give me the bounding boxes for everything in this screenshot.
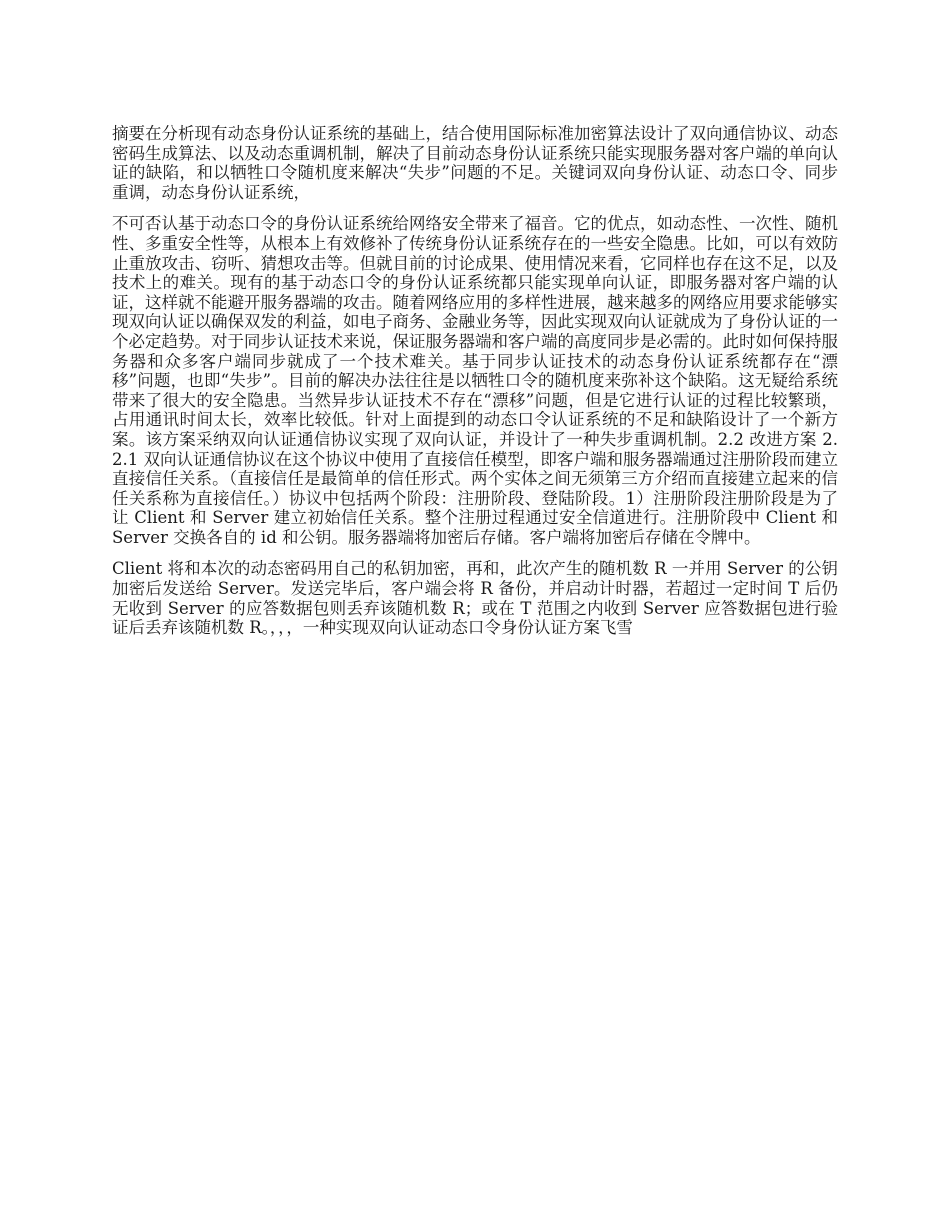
body-paragraph: 不可否认基于动态口令的身份认证系统给网络安全带来了福音。它的优点，如动态性、一次性、随机性、多重安全性等，从根本上有效修补了传统身份认证系统存在的一些安全隐患。比如，可以有效防止重放攻击、窃听、猜想攻击等。但就目前的讨论成果、使用情况来看，它同样也存在这不足，以及技术上的难关。现有的基于动态口令的身份认证系统都只能实现单向认证，即服务器对客户端的认证，这样就不能避开服务器端的攻击。随着网络应用的多样性进展，越来越多的网络应用要求能够实现双向认证以确保双发的利益，如电子商务、金融业务等，因此实现双向认证就成为了身份认证的一个必定趋势。对于同步认证技术来说，保证服务器端和客户端的高度同步是必需的。此时如何保持服务器和众多客户端同步就成了一个技术难关。基于同步认证技术的动态身份认证系统都存在“漂移”问题，也即“失步”。目前的解决办法往往是以牺牲口令的随机度来弥补这个缺陷。这无疑给系统带来了很大的安全隐患。当然异步认证技术不存在“漂移”问题，但是它进行认证的过程比较繁琐，占用通讯时间太长，效率比较低。针对上面提到的动态口令认证系统的不足和缺陷设计了一个新方案。该方案采纳双向认证通信协议实现了双向认证，并设计了一种失步重调机制。2.2 改进方案 2.2.1 双向认证通信协议在这个协议中使用了直接信任模型，即客户端和服务器端通过注册阶段而建立直接信任关系。（直接信任是最简单的信任形式。两个实体之间无须第三方介绍而直接建立起来的信任关系称为直接信任。）协议中包括两个阶段：注册阶段、登陆阶段。1）注册阶段注册阶段是为了让 Client 和 Server 建立初始信任关系。整个注册过程通过安全信道进行。注册阶段中 Client 和 Server 交换各自的 id 和公钥。服务器端将加密后存储。客户端将加密后存储在令牌中。 <box>112 214 838 547</box>
document-body <box>112 124 838 650</box>
abstract-paragraph: 摘要在分析现有动态身份认证系统的基础上，结合使用国际标准加密算法设计了双向通信协议、动态密码生成算法、以及动态重调机制，解决了目前动态身份认证系统只能实现服务器对客户端的单向认证的缺陷，和以牺牲口令随机度来解决“失步”问题的不足。关键词双向身份认证、动态口令、同步重调，动态身份认证系统， <box>112 124 838 202</box>
protocol-paragraph: Client 将和本次的动态密码用自己的私钥加密，再和，此次产生的随机数 R 一并用 Server 的公钥加密后发送给 Server。发送完毕后，客户端会将 R 备份，并启动计时器，若超过一定时间 T 后仍无收到 Server 的应答数据包则丢弃该随机数 R；或在 T 范围之内收到 Server 应答数据包进行验证后丢弃该随机数 R。，，，一种实现双向认证动态口令身份认证方案飞雪 <box>112 559 838 638</box>
